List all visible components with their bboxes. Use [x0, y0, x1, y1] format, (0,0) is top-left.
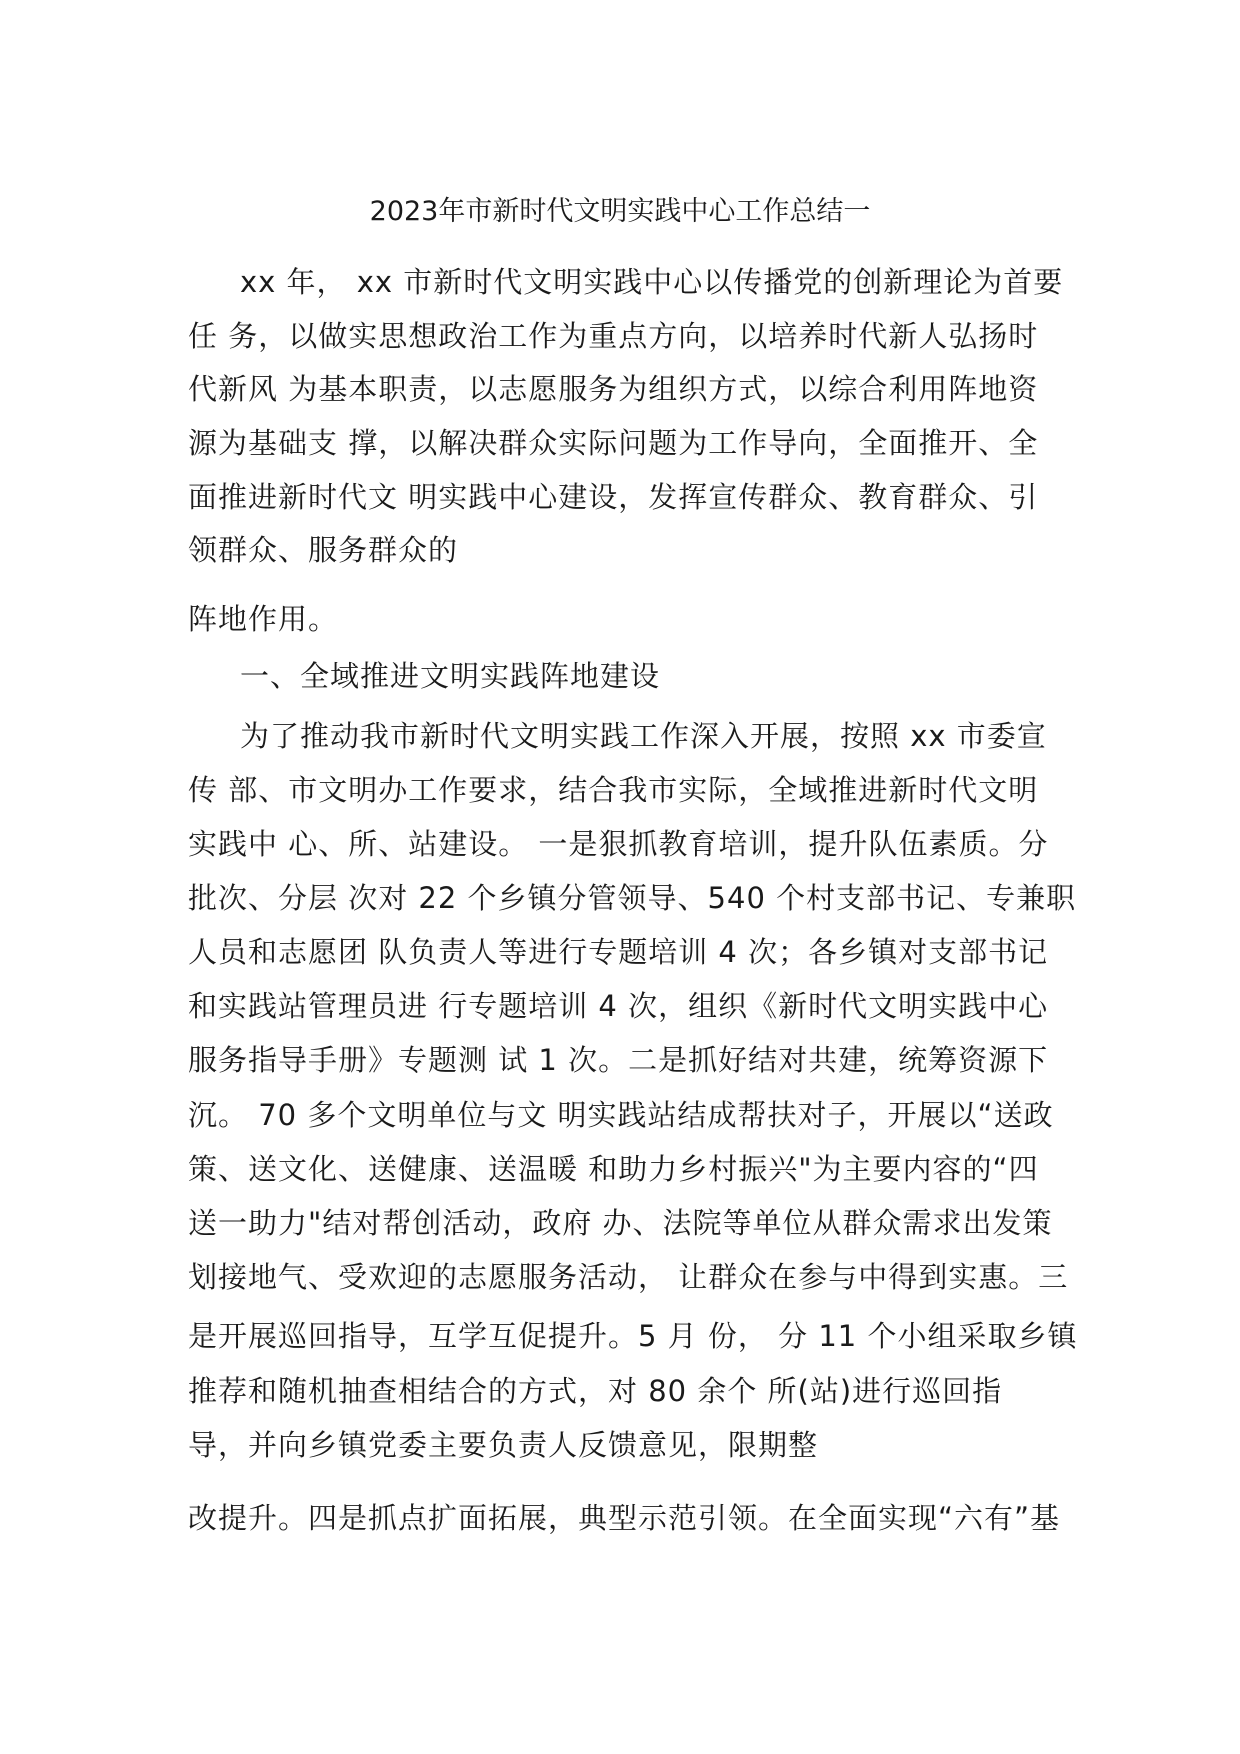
paragraph-line: 导，并向乡镇党委主要负责人反馈意见，限期整 — [188, 1428, 819, 1462]
paragraph-line: 划接地气、受欢迎的志愿服务活动， 让群众在参与中得到实惠。三 — [188, 1260, 1069, 1294]
paragraph-line: 沉。 70 多个文明单位与文 明实践站结成帮扶对子，开展以“送政 — [188, 1098, 1054, 1132]
paragraph-line: 人员和志愿团 队负责人等进行专题培训 4 次；各乡镇对支部书记 — [188, 935, 1049, 969]
paragraph-line: 为了推动我市新时代文明实践工作深入开展，按照 xx 市委宣 — [240, 719, 1047, 753]
paragraph-line: 改提升。四是抓点扩面拓展，典型示范引领。在全面实现“六有”基 — [188, 1501, 1061, 1535]
paragraph-line: xx 年， xx 市新时代文明实践中心以传播党的创新理论为首要 — [240, 265, 1064, 299]
paragraph-line: 传 部、市文明办工作要求，结合我市实际，全域推进新时代文明 — [188, 773, 1039, 807]
paragraph-line: 送一助力"结对帮创活动，政府 办、法院等单位从群众需求出发策 — [188, 1206, 1053, 1240]
paragraph-line: 推荐和随机抽查相结合的方式，对 80 余个 所(站)进行巡回指 — [188, 1374, 1003, 1408]
paragraph-line: 服务指导手册》专题测 试 1 次。二是抓好结对共建，统筹资源下 — [188, 1043, 1049, 1077]
paragraph-line: 和实践站管理员进 行专题培训 4 次，组织《新时代文明实践中心 — [188, 989, 1049, 1023]
document-title: 2023年市新时代文明实践中心工作总结一 — [369, 196, 871, 227]
paragraph-line: 策、送文化、送健康、送温暖 和助力乡村振兴"为主要内容的“四 — [188, 1152, 1039, 1186]
paragraph-line: 批次、分层 次对 22 个乡镇分管领导、540 个村支部书记、专兼职 — [188, 881, 1077, 915]
paragraph-line: 面推进新时代文 明实践中心建设，发挥宣传群众、教育群众、引 — [188, 480, 1039, 514]
paragraph-line: 阵地作用。 — [188, 602, 339, 636]
paragraph-line: 是开展巡回指导，互学互促提升。5 月 份， 分 11 个小组采取乡镇 — [188, 1319, 1078, 1353]
paragraph-line: 代新风 为基本职责，以志愿服务为组织方式，以综合利用阵地资 — [188, 372, 1039, 406]
paragraph-line: 任 务，以做实思想政治工作为重点方向，以培养时代新人弘扬时 — [188, 319, 1039, 353]
section-heading: 一、全域推进文明实践阵地建设 — [240, 659, 661, 693]
paragraph-line: 领群众、服务群众的 — [188, 533, 459, 567]
paragraph-line: 实践中 心、所、站建设。 一是狠抓教育培训，提升队伍素质。分 — [188, 827, 1049, 861]
paragraph-line: 源为基础支 撑，以解决群众实际问题为工作导向，全面推开、全 — [188, 426, 1039, 460]
